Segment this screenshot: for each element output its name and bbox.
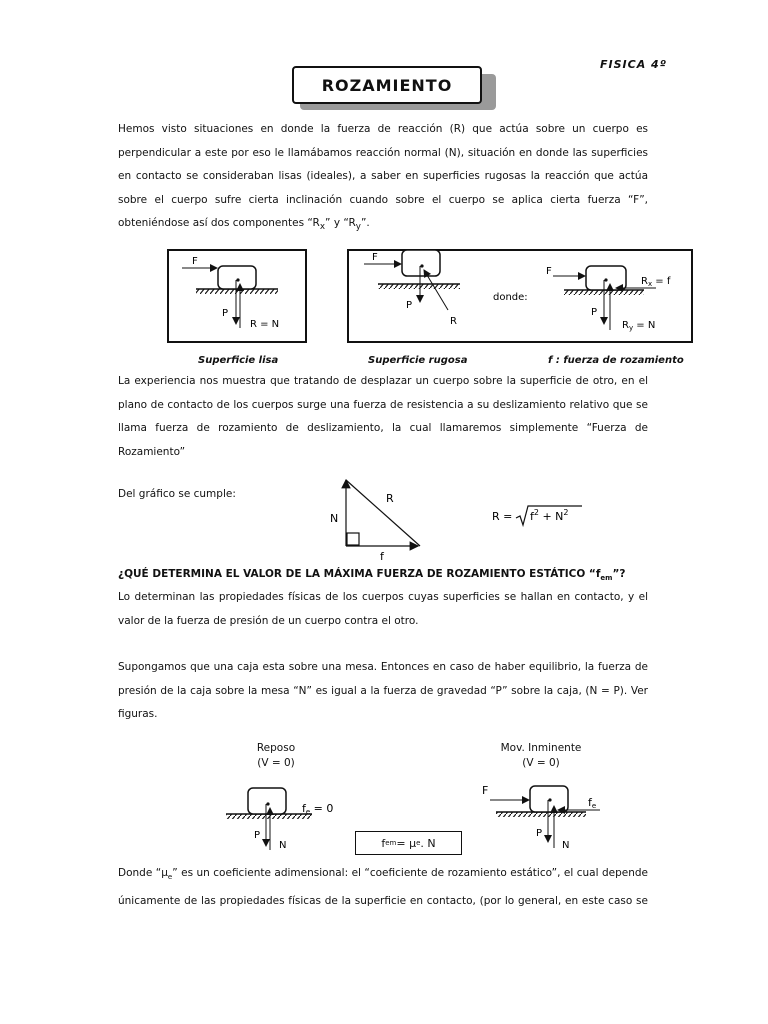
intro-paragraph: [118, 118, 648, 240]
decomp-block: [586, 266, 626, 290]
section-heading: ¿QUÉ DETERMINA EL VALOR DE LA MÁXIMA FUERZA DE ROZAMIENTO ESTÁTICO “$f_{em}$”?: [118, 568, 626, 583]
intro-line-5: obteniéndose así dos componentes “$R_x$” y “$R_y$”.: [118, 217, 370, 233]
imminent-title: Mov. Inminente: [500, 742, 582, 754]
smooth-label-N: R = N: [250, 319, 280, 330]
rough-label-P: P: [406, 300, 413, 311]
triangle-formula-rad: $f^2 + N^2$: [530, 508, 569, 523]
decomp-label-Rx: $R_x = f$: [641, 276, 671, 288]
p2-line-2: plano de contacto de los cuerpos surge una fuerza de resistencia a su deslizamiento relativo que se: [118, 398, 648, 411]
triangle-formula-lhs: R =: [492, 510, 513, 523]
section-line-2: valor de la fuerza de presión de un cuerpo contra el otro.: [118, 614, 419, 627]
triangle-label-R: R: [386, 492, 394, 505]
rough-label-R: R: [450, 316, 457, 327]
p2-line-3: llama fuerza de rozamiento de deslizamiento, la cual llamaremos simplemente “Fuerza de: [118, 422, 648, 434]
imminent-label-P: P: [536, 828, 543, 839]
rough-label-donde: donde:: [493, 292, 528, 303]
paragraph-determine: [118, 586, 648, 633]
rest-label-fe: fe = 0: [302, 802, 334, 816]
imminent-label-fe: fe: [588, 796, 597, 810]
p4-line-1: Donde “$\mu_e$” es un coeficiente adimensional: el “coeficiente de rozamiento estático”, el cual depende: [118, 867, 648, 882]
p3-line-3: figuras.: [118, 708, 158, 720]
paragraph-coefficient: [118, 862, 648, 913]
p2-line-1: La experiencia nos muestra que tratando de desplazar un cuerpo sobre la superficie de otro, en el: [118, 375, 648, 387]
triangle-label-f: f: [380, 550, 384, 563]
p4-line-2: únicamente de las propiedades físicas de la superficie en contacto, (por lo general, en este caso se: [118, 894, 648, 907]
smooth-label-P: P: [222, 308, 229, 319]
p3-line-2: presión de la caja sobre la mesa “N” es igual a la fuerza de gravedad “P” sobre la caja, (N = P). Ver: [118, 684, 648, 697]
intro-line-2: perpendicular a este por eso le llamábamos reacción normal (N), situación en donde las superficies: [118, 146, 648, 159]
section-line-1: Lo determinan las propiedades físicas de los cuerpos cuyas superficies se hallan en contacto, y el: [118, 591, 648, 603]
imminent-label-F: F: [482, 784, 489, 797]
smooth-label-F: F: [192, 256, 198, 267]
imminent-subtitle: (V = 0): [522, 757, 560, 769]
formula-fem: f em = μ e . N: [355, 831, 462, 855]
rest-block: [248, 788, 286, 814]
imminent-label-N: N: [562, 840, 570, 850]
decomp-label-P: P: [591, 307, 598, 318]
caption-friction: f : fuerza de rozamiento: [548, 355, 684, 366]
triangle-label-N: N: [330, 512, 339, 525]
rest-subtitle: (V = 0): [257, 757, 295, 769]
rough-label-F: F: [372, 252, 378, 263]
triangle-intro: Del gráfico se cumple:: [118, 488, 236, 500]
caption-rough: Superficie rugosa: [368, 355, 468, 366]
p2-line-4: Rozamiento”: [118, 445, 186, 458]
rough-block: [402, 250, 440, 276]
smooth-block: [218, 266, 256, 289]
intro-line-3: en contacto se consideraban lisas (ideales), a saber en superficies rugosas la reacción que actúa: [118, 170, 648, 182]
intro-line-4: sobre el cuerpo sufre cierta inclinación cuando sobre el cuerpo se aplica cierta fuerza “F”,: [118, 193, 648, 206]
intro-line-1: Hemos visto situaciones en donde la fuerza de reacción (R) que actúa sobre un cuerpo es: [118, 123, 648, 135]
p3-line-1: Supongamos que una caja esta sobre una mesa. Entonces en caso de haber equilibrio, la fuerza de: [118, 661, 648, 673]
caption-smooth: Superficie lisa: [198, 355, 279, 366]
smooth-frame: [168, 250, 306, 342]
decomp-label-F: F: [546, 266, 552, 277]
figure-imminent: [476, 778, 616, 850]
paragraph-experience: [118, 370, 648, 464]
paragraph-box: [118, 656, 648, 727]
rest-label-P: P: [254, 830, 261, 841]
figure-rest: [220, 780, 350, 852]
rest-title: Reposo: [256, 742, 296, 754]
page-title: ROZAMIENTO: [292, 66, 482, 104]
course-label: FISICA 4º: [600, 58, 667, 71]
decomp-label-Ry: $R_y = N$: [622, 320, 656, 332]
rest-label-N: N: [279, 840, 287, 851]
triangle-figure: [320, 472, 600, 564]
